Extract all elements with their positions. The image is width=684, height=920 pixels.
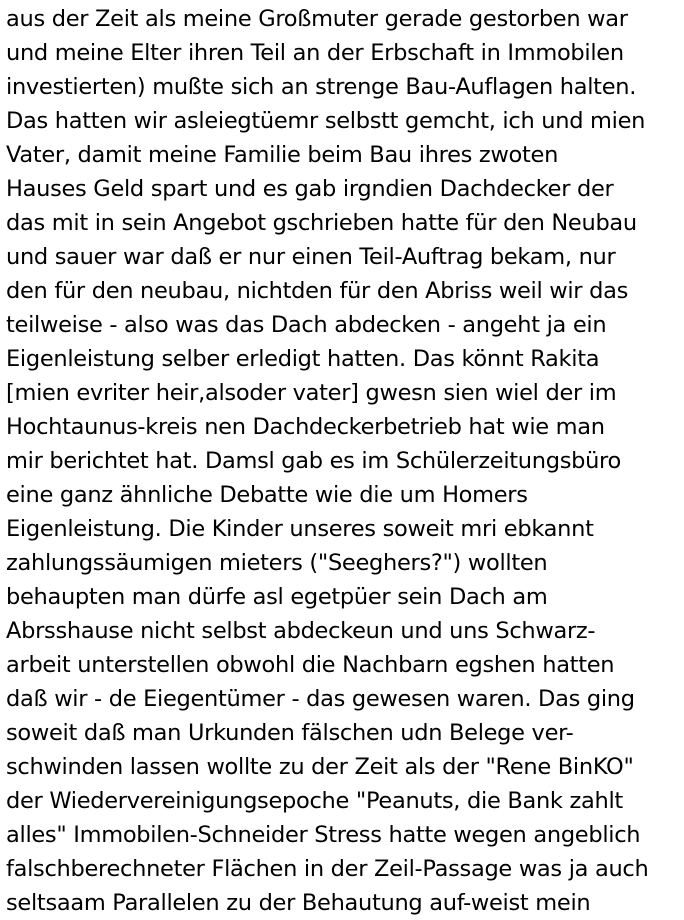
text-line: Eigenleistung. Die Kinder unseres soweit mri ebkannt xyxy=(6,516,594,542)
text-line: daß wir - de Eiegentümer - das gewesen waren. Das ging xyxy=(6,686,635,712)
text-line: Eigenleistung selber erledigt hatten. Das könnt Rakita xyxy=(6,346,600,372)
text-line: den für den neubau, nichtden für den Abriss weil wir das xyxy=(6,278,629,304)
text-line: zahlungssäumigen mieters ("Seeghers?") wollten xyxy=(6,550,548,576)
text-line: Hauses Geld spart und es gab irgndien Dachdecker der xyxy=(6,176,614,202)
text-line: soweit daß man Urkunden fälschen udn Belege ver- xyxy=(6,720,574,746)
text-line: schwinden lassen wollte zu der Zeit als der "Rene BinKO" xyxy=(6,754,634,780)
text-line: Vater, damit meine Familie beim Bau ihres zwoten xyxy=(6,142,559,168)
text-line: seltsaam Parallelen zu der Behautung auf-weist mein xyxy=(6,890,591,916)
text-line: arbeit unterstellen obwohl die Nachbarn egshen hatten xyxy=(6,652,615,678)
text-line: alles" Immobilen-Schneider Stress hatte wegen angeblich xyxy=(6,822,641,848)
text-line: mir berichtet hat. Damsl gab es im Schülerzeitungsbüro xyxy=(6,448,621,474)
text-line: investierten) mußte sich an strenge Bau-Auflagen halten. xyxy=(6,74,637,100)
text-line: falschberechneter Flächen in der Zeil-Passage was ja auch xyxy=(6,856,649,882)
text-line: und meine Elter ihren Teil an der Erbschaft in Immobilen xyxy=(6,40,624,66)
text-line: Hochtaunus-kreis nen Dachdeckerbetrieb hat wie man xyxy=(6,414,605,440)
text-line: der Wiedervereinigungsepoche "Peanuts, die Bank zahlt xyxy=(6,788,623,814)
text-line: und sauer war daß er nur einen Teil-Auftrag bekam, nur xyxy=(6,244,616,270)
text-line: Abrsshause nicht selbst abdeckeun und uns Schwarz- xyxy=(6,618,596,644)
text-line: Das hatten wir asleiegtüemr selbstt gemcht, ich und mien xyxy=(6,108,646,134)
text-line: eine ganz ähnliche Debatte wie die um Homers xyxy=(6,482,528,508)
text-line: behaupten man dürfe asl egetpüer sein Dach am xyxy=(6,584,548,610)
text-line: teilweise - also was das Dach abdecken - angeht ja ein xyxy=(6,312,607,338)
text-line: [mien evriter heir,alsoder vater] gwesn sien wiel der im xyxy=(6,380,617,406)
text-line: das mit in sein Angebot gschrieben hatte für den Neubau xyxy=(6,210,637,236)
document-text xyxy=(6,2,648,920)
text-line: aus der Zeit als meine Großmuter gerade gestorben war xyxy=(6,6,628,32)
